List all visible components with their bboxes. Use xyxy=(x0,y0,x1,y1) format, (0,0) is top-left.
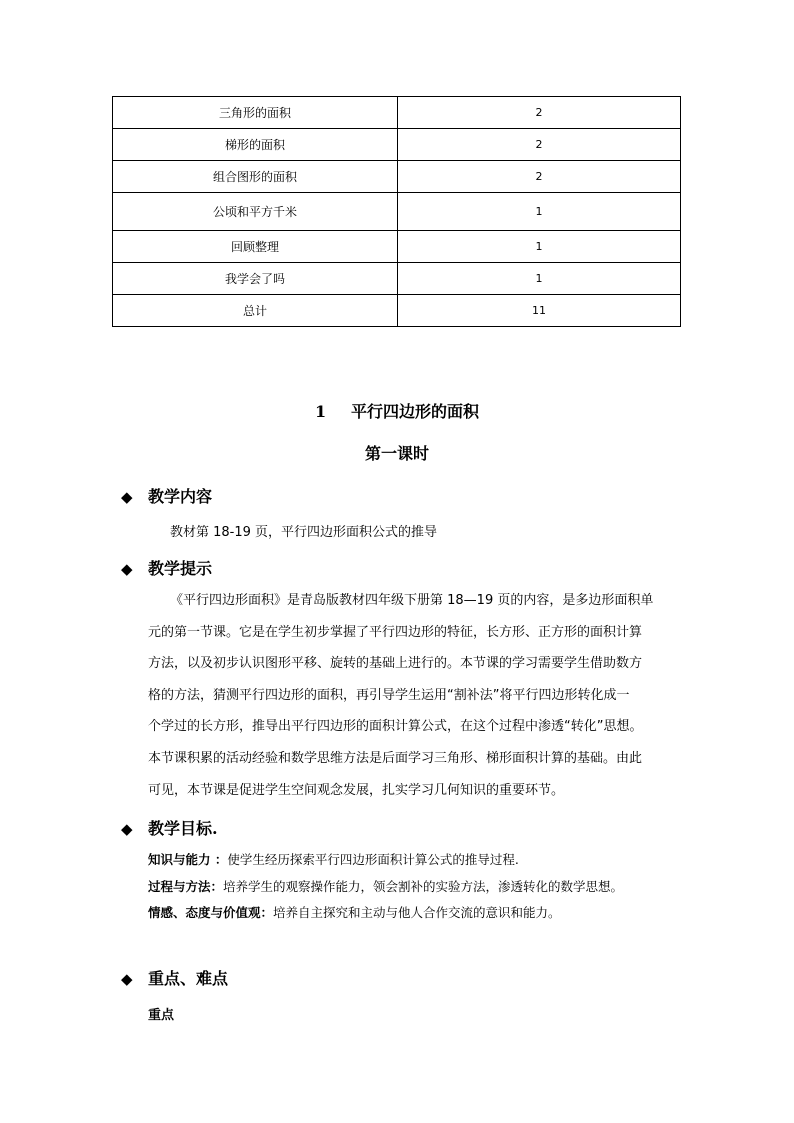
section-heading-content xyxy=(121,484,212,507)
goal-text: 培养自主探究和主动与他人合作交流的意识和能力。 xyxy=(273,905,561,920)
diamond-bullet-icon: ◆ xyxy=(121,488,133,506)
table-row xyxy=(113,231,681,263)
table-row xyxy=(113,263,681,295)
section-heading-text: 教学提示 xyxy=(148,559,213,578)
topic-cell: 回顾整理 xyxy=(113,231,398,263)
goal-item xyxy=(148,903,561,921)
paragraph-line: 本节课积累的活动经验和数学思维方法是后面学习三角形、梯形面积计算的基础。由此 xyxy=(148,750,643,766)
content-text: 教材第 18-19 页，平行四边形面积公式的推导 xyxy=(170,525,438,540)
table-row xyxy=(113,295,681,327)
section-heading-text: 教学目标. xyxy=(148,819,218,838)
lesson-title-text: 平行四边形的面积 xyxy=(350,402,479,421)
section-heading-goals xyxy=(121,816,218,839)
diamond-bullet-icon: ◆ xyxy=(121,560,133,578)
hours-cell: 1 xyxy=(398,193,681,231)
table-row xyxy=(113,97,681,129)
goal-label: 情感、态度与价值观： xyxy=(148,905,274,920)
topic-cell: 梯形的面积 xyxy=(113,129,398,161)
lesson-period: 第一课时 xyxy=(364,444,429,463)
topic-cell: 总计 xyxy=(113,295,398,327)
topic-cell: 三角形的面积 xyxy=(113,97,398,129)
lesson-number: 1 xyxy=(314,402,327,421)
class-hours-table xyxy=(112,96,681,327)
table-row xyxy=(113,161,681,193)
goal-text: 使学生经历探索平行四边形面积计算公式的推导过程. xyxy=(227,852,519,867)
goal-item xyxy=(148,850,519,868)
paragraph-line: 元的第一节课。它是在学生初步掌握了平行四边形的特征，长方形、正方形的面积计算 xyxy=(148,624,643,640)
table-row xyxy=(113,129,681,161)
hours-cell: 11 xyxy=(398,295,681,327)
goal-item xyxy=(148,877,623,895)
topic-cell: 我学会了吗 xyxy=(113,263,398,295)
diamond-bullet-icon: ◆ xyxy=(121,820,133,838)
hours-cell: 2 xyxy=(398,161,681,193)
paragraph-line: 可见，本节课是促进学生空间观念发展，扎实学习几何知识的重要环节。 xyxy=(148,782,565,798)
topic-cell: 公顷和平方千米 xyxy=(113,193,398,231)
paragraph-line: 个学过的长方形，推导出平行四边形的面积计算公式，在这个过程中渗透“转化”思想。 xyxy=(148,719,643,735)
section-heading-hint xyxy=(121,556,212,579)
paragraph-line: 方法，以及初步认识图形平移、旋转的基础上进行的。本节课的学习需要学生借助数方 xyxy=(148,656,643,672)
lesson-title xyxy=(0,399,794,422)
section-heading-text: 重点、难点 xyxy=(148,969,229,988)
hint-paragraph xyxy=(148,585,688,806)
table-row xyxy=(113,193,681,231)
key-subheading: 重点 xyxy=(148,1008,175,1023)
section-heading-key xyxy=(121,966,228,989)
goal-text: 培养学生的观察操作能力，领会割补的实验方法，渗透转化的数学思想。 xyxy=(223,879,624,894)
diamond-bullet-icon: ◆ xyxy=(121,970,133,988)
topic-cell: 组合图形的面积 xyxy=(113,161,398,193)
section-heading-text: 教学内容 xyxy=(148,487,213,506)
paragraph-line: 格的方法，猜测平行四边形的面积，再引导学生运用“割补法”将平行四边形转化成一 xyxy=(148,687,630,703)
hours-cell: 1 xyxy=(398,231,681,263)
hours-cell: 1 xyxy=(398,263,681,295)
hours-cell: 2 xyxy=(398,129,681,161)
paragraph-line: 《平行四边形面积》是青岛版教材四年级下册第 18—19 页的内容，是多边形面积单 xyxy=(170,593,654,608)
hours-cell: 2 xyxy=(398,97,681,129)
goal-label: 知识与能力 ： xyxy=(148,852,228,867)
goal-label: 过程与方法： xyxy=(148,879,224,894)
